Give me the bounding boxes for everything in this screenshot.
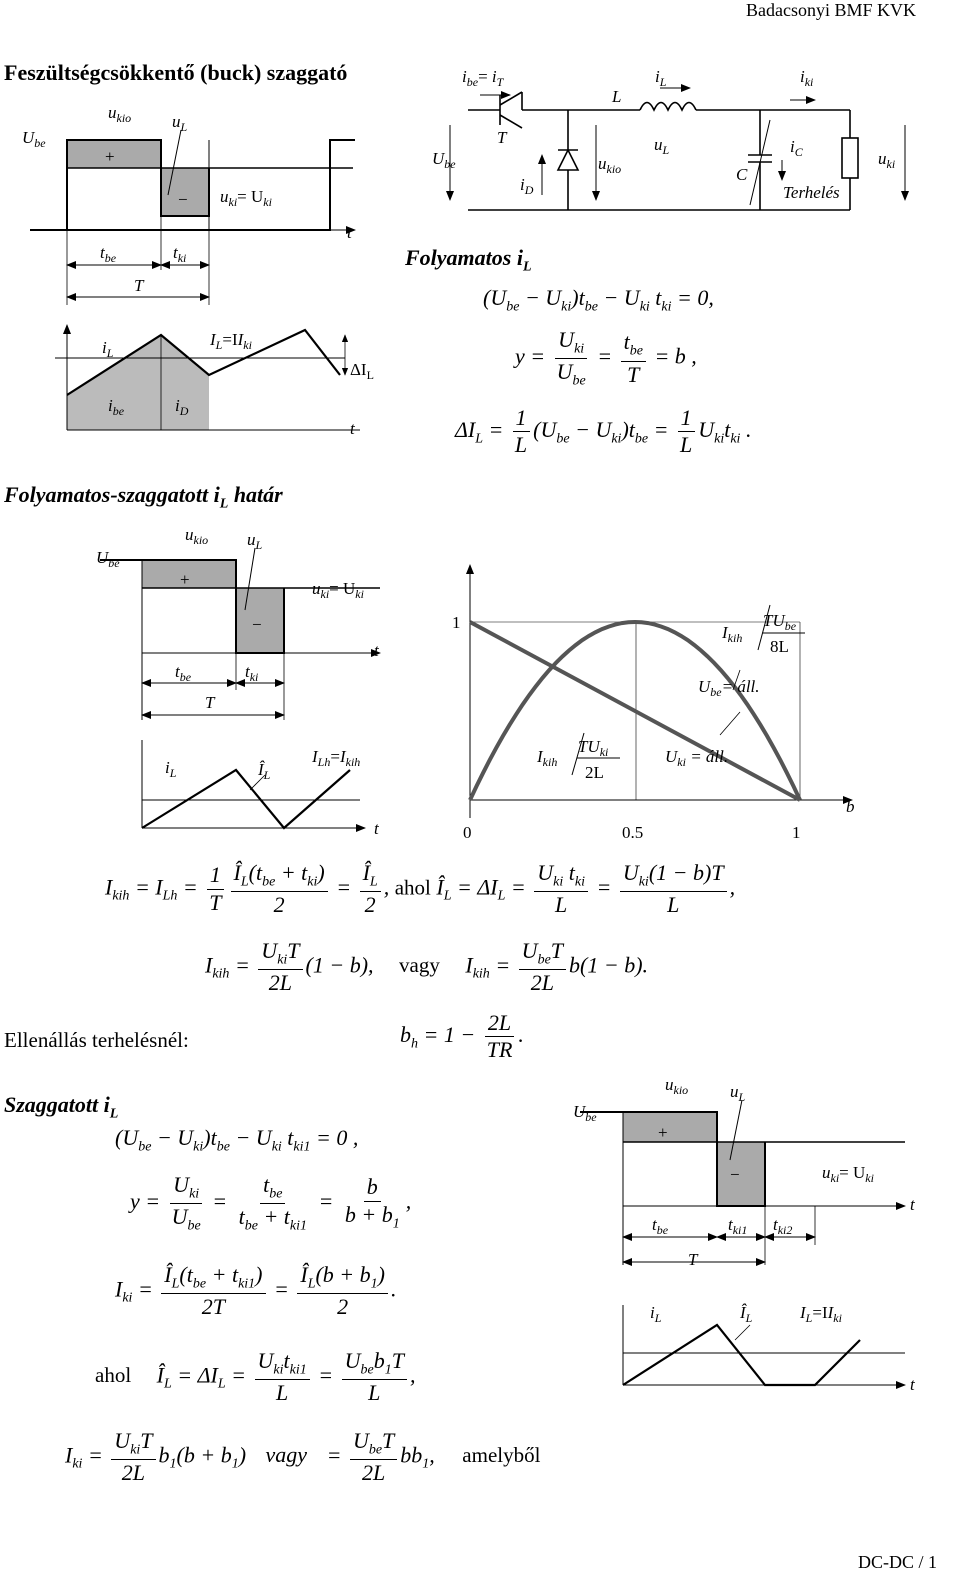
- label-T: T: [134, 276, 144, 295]
- svg-text:tbe: $t_{be}$: [175, 662, 192, 684]
- eq-continuous-1: $(U_{be} - U_{ki})t_{be} - U_{ki}$ $t_{ki} = 0$,: [483, 285, 714, 315]
- label-iD: $i_D$: [175, 396, 189, 418]
- svg-text:tki: $t_{ki}$: [245, 662, 259, 684]
- svg-text:2L: 2L: [585, 763, 604, 782]
- x-tick-0: 0: [463, 823, 472, 842]
- svg-text:uki= Uki: $u_{ki}= U_{ki}$: [312, 579, 364, 601]
- svg-text:Ube: $U_{be}$: [573, 1102, 597, 1124]
- chopped-voltage-waveform: [573, 1075, 916, 1269]
- label-iL: $i_L$: [102, 338, 114, 360]
- svg-text:t: t: [374, 819, 379, 838]
- annotation-uki: $U_{ki}$ = áll.: [665, 747, 729, 769]
- svg-text:L: L: [612, 87, 622, 106]
- svg-text:T: T: [688, 1250, 698, 1269]
- section-title-chopped: Szaggatott $i_L$: [4, 1092, 119, 1122]
- svg-text:ÎL: $Î_L$: [740, 1303, 753, 1325]
- annotation-ube: $U_{be}=$ áll.: [698, 677, 760, 699]
- svg-text:iL: $i_L$: [165, 758, 177, 780]
- eq-continuous-3: $\Delta I_L$ = $\frac{1}{L}$ $(U_{be} - U_{ki})t_{be}$ = $\frac{1}{L}$ $U_{ki}t_{ki}$ .: [455, 405, 752, 458]
- svg-text:uki= Uki: $u_{ki}= U_{ki}$: [822, 1163, 874, 1185]
- boundary-chart: [452, 565, 855, 842]
- eq-chopped-2: y = $\frac{U_{ki}}{U_{be}}$ = $\frac{t_{be}}{t_{be} + t_{ki1}}$ = $\frac{b}{b + b_1}$ ,: [130, 1172, 412, 1234]
- svg-text:t: t: [910, 1195, 915, 1214]
- eq-boundary-2: $I_{kih}$ = $\frac{U_{ki}T}{2L}$ (1 − b), vagy $I_{kih}$ = $\frac{U_{be}T}{2L}$ b(1 − b).: [205, 938, 649, 996]
- eq-chopped-4: ahol $Î_L = \Delta I_L$ = $\frac{U_{ki}t_{ki1}}{L}$ = $\frac{U_{be}b_1T}{L}$ ,: [95, 1348, 416, 1406]
- section-title-continuous: Folyamatos $i_L$: [405, 245, 532, 275]
- x-tick-1: 1: [792, 823, 801, 842]
- label-t1: t: [347, 223, 352, 242]
- label-tki: $t_{ki}$: [173, 243, 187, 265]
- svg-text:uki: $u_{ki}$: [878, 149, 896, 171]
- svg-text:−: −: [730, 1165, 740, 1184]
- buck-voltage-waveform: [22, 103, 355, 305]
- svg-text:IL=IIki: $I_L=II_{ki}$: [800, 1303, 842, 1325]
- svg-text:ILh=Ikih: $I_{Lh}=I_{kih}$: [312, 747, 361, 769]
- eq-bh: $b_h = 1$ − $\frac{2L}{TR}$ .: [400, 1010, 524, 1063]
- svg-text:ukio: $u_{kio}$: [598, 154, 622, 176]
- y-tick-1: 1: [452, 613, 461, 632]
- svg-text:T: T: [205, 693, 215, 712]
- svg-text:Ube: $U_{be}$: [432, 149, 456, 171]
- label-Ube: $U_{be}$: [22, 128, 46, 150]
- svg-text:C: C: [736, 165, 748, 184]
- svg-text:tki1: $t_{ki1}$: [728, 1215, 748, 1237]
- page-header-author: Badacsonyi BMF KVK: [746, 0, 916, 20]
- label-uL: $u_L$: [172, 112, 188, 134]
- svg-text:iL: $i_L$: [655, 67, 667, 89]
- label-tbe: $t_{be}$: [100, 243, 117, 265]
- svg-text:iL: $i_L$: [650, 1303, 662, 1325]
- svg-text:Terhelés: Terhelés: [783, 183, 840, 202]
- buck-current-waveform: [55, 325, 374, 438]
- label-ibe: $i_{be}$: [108, 396, 125, 418]
- eq-chopped-3: $I_{ki}$ = $\frac{Î_L(t_{be} + t_{ki1})}{2T}$ = $\frac{Î_L(b + b_1)}{2}$ .: [115, 1262, 397, 1320]
- svg-text:iC: $i_C$: [790, 137, 803, 159]
- section-title-boundary: Folyamatos-szaggatott $i_L$ határ: [4, 482, 283, 512]
- eq-chopped-1: $(U_{be} - U_{ki})t_{be} - U_{ki}$ $t_{ki1} = 0$ ,: [115, 1125, 359, 1155]
- section-title-buck: Feszültségcsökkentő (buck) szaggató: [4, 60, 348, 85]
- svg-text:uL: $u_L$: [730, 1082, 746, 1104]
- boundary-current-waveform: [142, 740, 380, 838]
- svg-text:uL: $u_L$: [654, 135, 670, 157]
- x-axis-label: b: [846, 797, 855, 816]
- ylabel-2: $I_{kih}$: [537, 747, 558, 769]
- x-tick-0.5: 0.5: [622, 823, 644, 842]
- label-IL-Iki: $I_L=II_{ki}$: [210, 330, 252, 352]
- label-t2: t: [350, 419, 355, 438]
- eq-chopped-5: $I_{ki}$ = $\frac{U_{ki}T}{2L}$ $b_1(b + b_1)$ vagy = $\frac{U_{be}T}{2L}$ $bb_1$, amelyből: [65, 1428, 541, 1486]
- svg-text:tki2: $t_{ki2}$: [773, 1215, 793, 1237]
- svg-text:T: T: [497, 128, 507, 147]
- svg-text:TUbe: $TU_{be}$: [763, 611, 797, 633]
- page-footer: DC-DC / 1: [858, 1552, 938, 1572]
- svg-text:+: +: [658, 1123, 668, 1142]
- svg-text:−: −: [252, 615, 262, 634]
- svg-text:+: +: [180, 570, 190, 589]
- minus-sign: −: [178, 190, 188, 209]
- ylabel-1: $I_{kih}$: [722, 623, 743, 645]
- svg-text:iki: $i_{ki}$: [800, 67, 814, 89]
- boundary-voltage-waveform: [96, 525, 380, 720]
- svg-text:t: t: [910, 1375, 915, 1394]
- svg-text:uL: $u_L$: [247, 530, 263, 552]
- plus-sign: +: [105, 147, 115, 166]
- svg-text:8L: 8L: [770, 637, 789, 656]
- svg-text:ukio: $u_{kio}$: [185, 525, 209, 547]
- svg-text:ukio: $u_{kio}$: [665, 1075, 689, 1097]
- svg-text:t: t: [374, 641, 379, 660]
- svg-text:tbe: $t_{be}$: [652, 1215, 669, 1237]
- svg-text:ibe= iT: $i_{be}= i_T$: [462, 67, 504, 89]
- svg-text:TUki: $TU_{ki}$: [578, 737, 609, 759]
- eq-boundary-1: $I_{kih} = I_{Lh}$ = $\frac{1}{T}$ $\frac{Î_L(t_{be} + t_{ki})}{2}$ = $\frac{Î_L}{2}$ , ahol $Î_L = \Delta I_L$ = $\frac{U_{ki} t_{ki}}{L}$ = $\frac{U_{ki}(1 - b)T}{L}$ ,: [105, 860, 736, 918]
- text-ellenallas: Ellenállás terhelésnél:: [4, 1028, 189, 1052]
- label-dIL: $\Delta I_L$: [350, 360, 374, 382]
- circuit-labels: [432, 67, 895, 202]
- chopped-current-waveform: [623, 1303, 916, 1394]
- svg-text:ÎL: $Î_L$: [258, 760, 271, 782]
- svg-text:Ube: $U_{be}$: [96, 548, 120, 570]
- eq-continuous-2: y = $\frac{U_{ki}}{U_{be}}$ = $\frac{t_{be}}{T}$ = b ,: [515, 327, 697, 389]
- label-ukio: $u_{kio}$: [108, 103, 132, 125]
- label-uki-eq: $u_{ki}= U_{ki}$: [220, 187, 272, 209]
- svg-text:iD: $i_D$: [520, 175, 534, 197]
